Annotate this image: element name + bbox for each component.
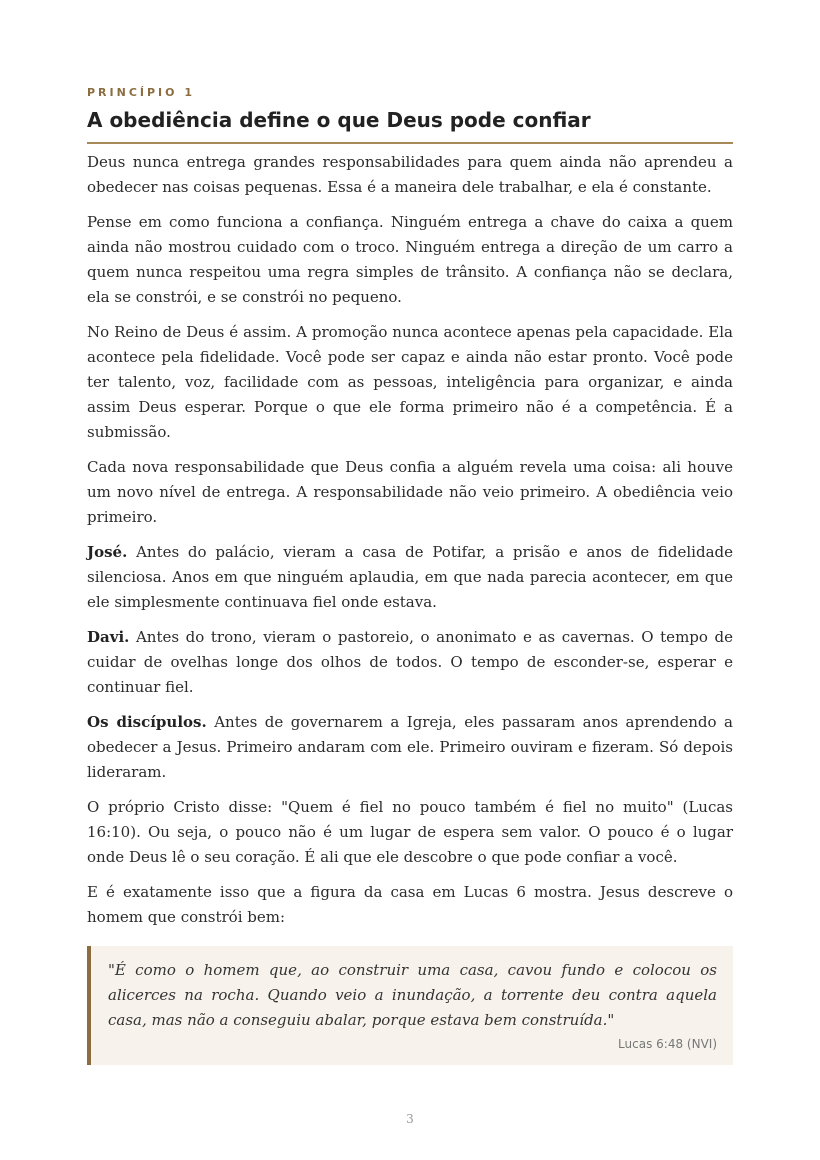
example-text: Antes do trono, vieram o pastoreio, o anonimato e as cavernas. O tempo de cuidar de ovelhas longe dos olhos de todos. O tempo de esconder-se, esperar e continuar fiel.	[87, 628, 733, 696]
paragraph: Cada nova responsabilidade que Deus confia a alguém revela uma coisa: ali houve um novo nível de entrega. A responsabilidade não veio primeiro. A obediência veio primeiro.	[87, 458, 733, 526]
section-title: A obediência define o que Deus pode confiar	[87, 108, 733, 144]
body-text	[87, 150, 733, 930]
scripture-quote	[87, 946, 733, 1065]
page-content	[87, 86, 733, 1065]
example-name: Os discípulos.	[87, 713, 207, 731]
paragraph: O próprio Cristo disse: "Quem é fiel no pouco também é fiel no muito" (Lucas 16:10). Ou seja, o pouco não é um lugar de espera sem valor. O pouco é o lugar onde Deus lê o seu coração. É ali que ele descobre o que pode confiar a você.	[87, 798, 733, 866]
paragraph: E é exatamente isso que a figura da casa em Lucas 6 mostra. Jesus descreve o homem que constrói bem:	[87, 883, 733, 926]
page-number: 3	[406, 1112, 414, 1126]
example-text: Antes do palácio, vieram a casa de Potifar, a prisão e anos de fidelidade silenciosa. Anos em que ninguém aplaudia, em que nada parecia acontecer, em que ele simplesmente continuava fiel onde estava.	[87, 543, 733, 611]
paragraph: No Reino de Deus é assim. A promoção nunca acontece apenas pela capacidade. Ela acontece pela fidelidade. Você pode ser capaz e ainda não estar pronto. Você pode ter talento, voz, facilidade com as pessoas, inteligência para organizar, e ainda assim Deus esperar. Porque o que ele forma primeiro não é a competência. É a submissão.	[87, 323, 733, 441]
example-name: Davi.	[87, 628, 130, 646]
example-text: Antes de governarem a Igreja, eles passaram anos aprendendo a obedecer a Jesus. Primeiro andaram com ele. Primeiro ouviram e fizeram. Só depois lideraram.	[87, 713, 733, 781]
paragraph: Deus nunca entrega grandes responsabilidades para quem ainda não aprendeu a obedecer nas coisas pequenas. Essa é a maneira dele trabalhar, e ela é constante.	[87, 153, 733, 196]
quote-reference: Lucas 6:48 (NVI)	[618, 1037, 717, 1051]
example-name: José.	[87, 543, 128, 561]
paragraph: Pense em como funciona a confiança. Ninguém entrega a chave do caixa a quem ainda não mostrou cuidado com o troco. Ninguém entrega a direção de um carro a quem nunca respeitou uma regra simples de trânsito. A confiança não se declara, ela se constrói, e se constrói no pequeno.	[87, 213, 733, 306]
example-discipulos	[87, 710, 733, 785]
example-jose	[87, 540, 733, 615]
example-davi	[87, 625, 733, 700]
quote-text: "É como o homem que, ao construir uma casa, cavou fundo e colocou os alicerces na rocha. Quando veio a inundação, a torrente deu contra aquela casa, mas não a conseguiu abalar, porque estava bem construída."	[108, 961, 717, 1029]
section-eyebrow: PRINCÍPIO 1	[87, 86, 195, 99]
